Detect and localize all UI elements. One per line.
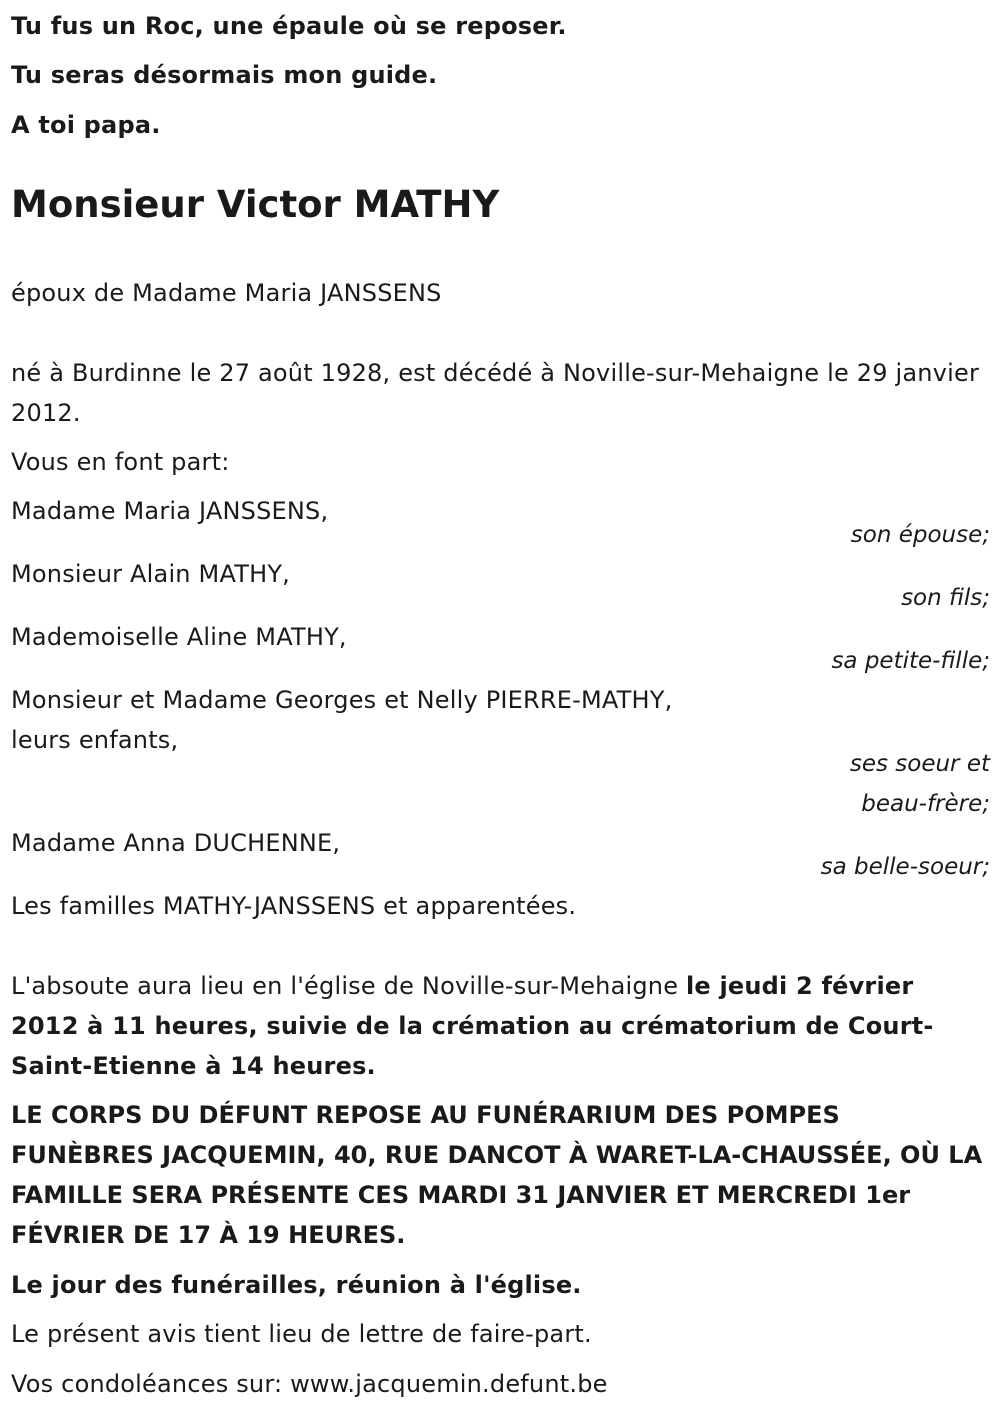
- family-member-name-continued: leurs enfants,: [11, 726, 179, 754]
- family-member-relation: sa belle-soeur;: [820, 854, 990, 880]
- epitaph-line-2: Tu seras désormais mon guide.: [11, 61, 438, 89]
- family-member-name: Madame Maria JANSSENS,: [11, 497, 329, 525]
- family-member-name: Madame Anna DUCHENNE,: [11, 829, 341, 857]
- families-line: Les familles MATHY-JANSSENS et apparentées.: [11, 892, 577, 920]
- family-member-relation-continued: beau-frère;: [861, 791, 990, 817]
- birth-death-line: né à Burdinne le 27 août 1928, est décédé à Noville-sur-Mehaigne le 29 janvier 2012.: [11, 359, 980, 427]
- ceremony-paragraph: [11, 966, 986, 1086]
- family-member-relation: sa petite-fille;: [831, 648, 990, 674]
- deceased-name: Monsieur Victor MATHY: [11, 183, 500, 226]
- family-member-relation: son épouse;: [850, 522, 990, 548]
- family-member-name: Monsieur et Madame Georges et Nelly PIERRE-MATHY,: [11, 686, 673, 714]
- condolences-line: Vos condoléances sur: www.jacquemin.defunt.be: [11, 1370, 608, 1398]
- family-member-relation: ses soeur et: [849, 751, 990, 777]
- visitation-paragraph: LE CORPS DU DÉFUNT REPOSE AU FUNÉRARIUM DES POMPES FUNÈBRES JACQUEMIN, 40, RUE DANCOT À WARET-LA-CHAUSSÉE, OÙ LA FAMILLE SERA PRÉSENTE CES MARDI 31 JANVIER ET MERCREDI 1er FÉVRIER DE 17 À 19 HEURES.: [11, 1101, 983, 1249]
- meeting-line: Le jour des funérailles, réunion à l'église.: [11, 1271, 582, 1299]
- family-member-name: Mademoiselle Aline MATHY,: [11, 623, 347, 651]
- spouse-line: époux de Madame Maria JANSSENS: [11, 279, 442, 307]
- ceremony-details: le jeudi 2 février 2012 à 11 heures, suivie de la crémation au crématorium de Court-Saint-Etienne à 14 heures.: [11, 972, 934, 1080]
- notice-line: Le présent avis tient lieu de lettre de faire-part.: [11, 1320, 592, 1348]
- epitaph-line-1: Tu fus un Roc, une épaule où se reposer.: [11, 12, 567, 40]
- ceremony-intro: L'absoute aura lieu en l'église de Noville-sur-Mehaigne: [11, 972, 686, 1000]
- family-member-relation: son fils;: [901, 585, 990, 611]
- family-intro: Vous en font part:: [11, 448, 230, 476]
- family-member-name: Monsieur Alain MATHY,: [11, 560, 291, 588]
- epitaph-line-3: A toi papa.: [11, 111, 161, 139]
